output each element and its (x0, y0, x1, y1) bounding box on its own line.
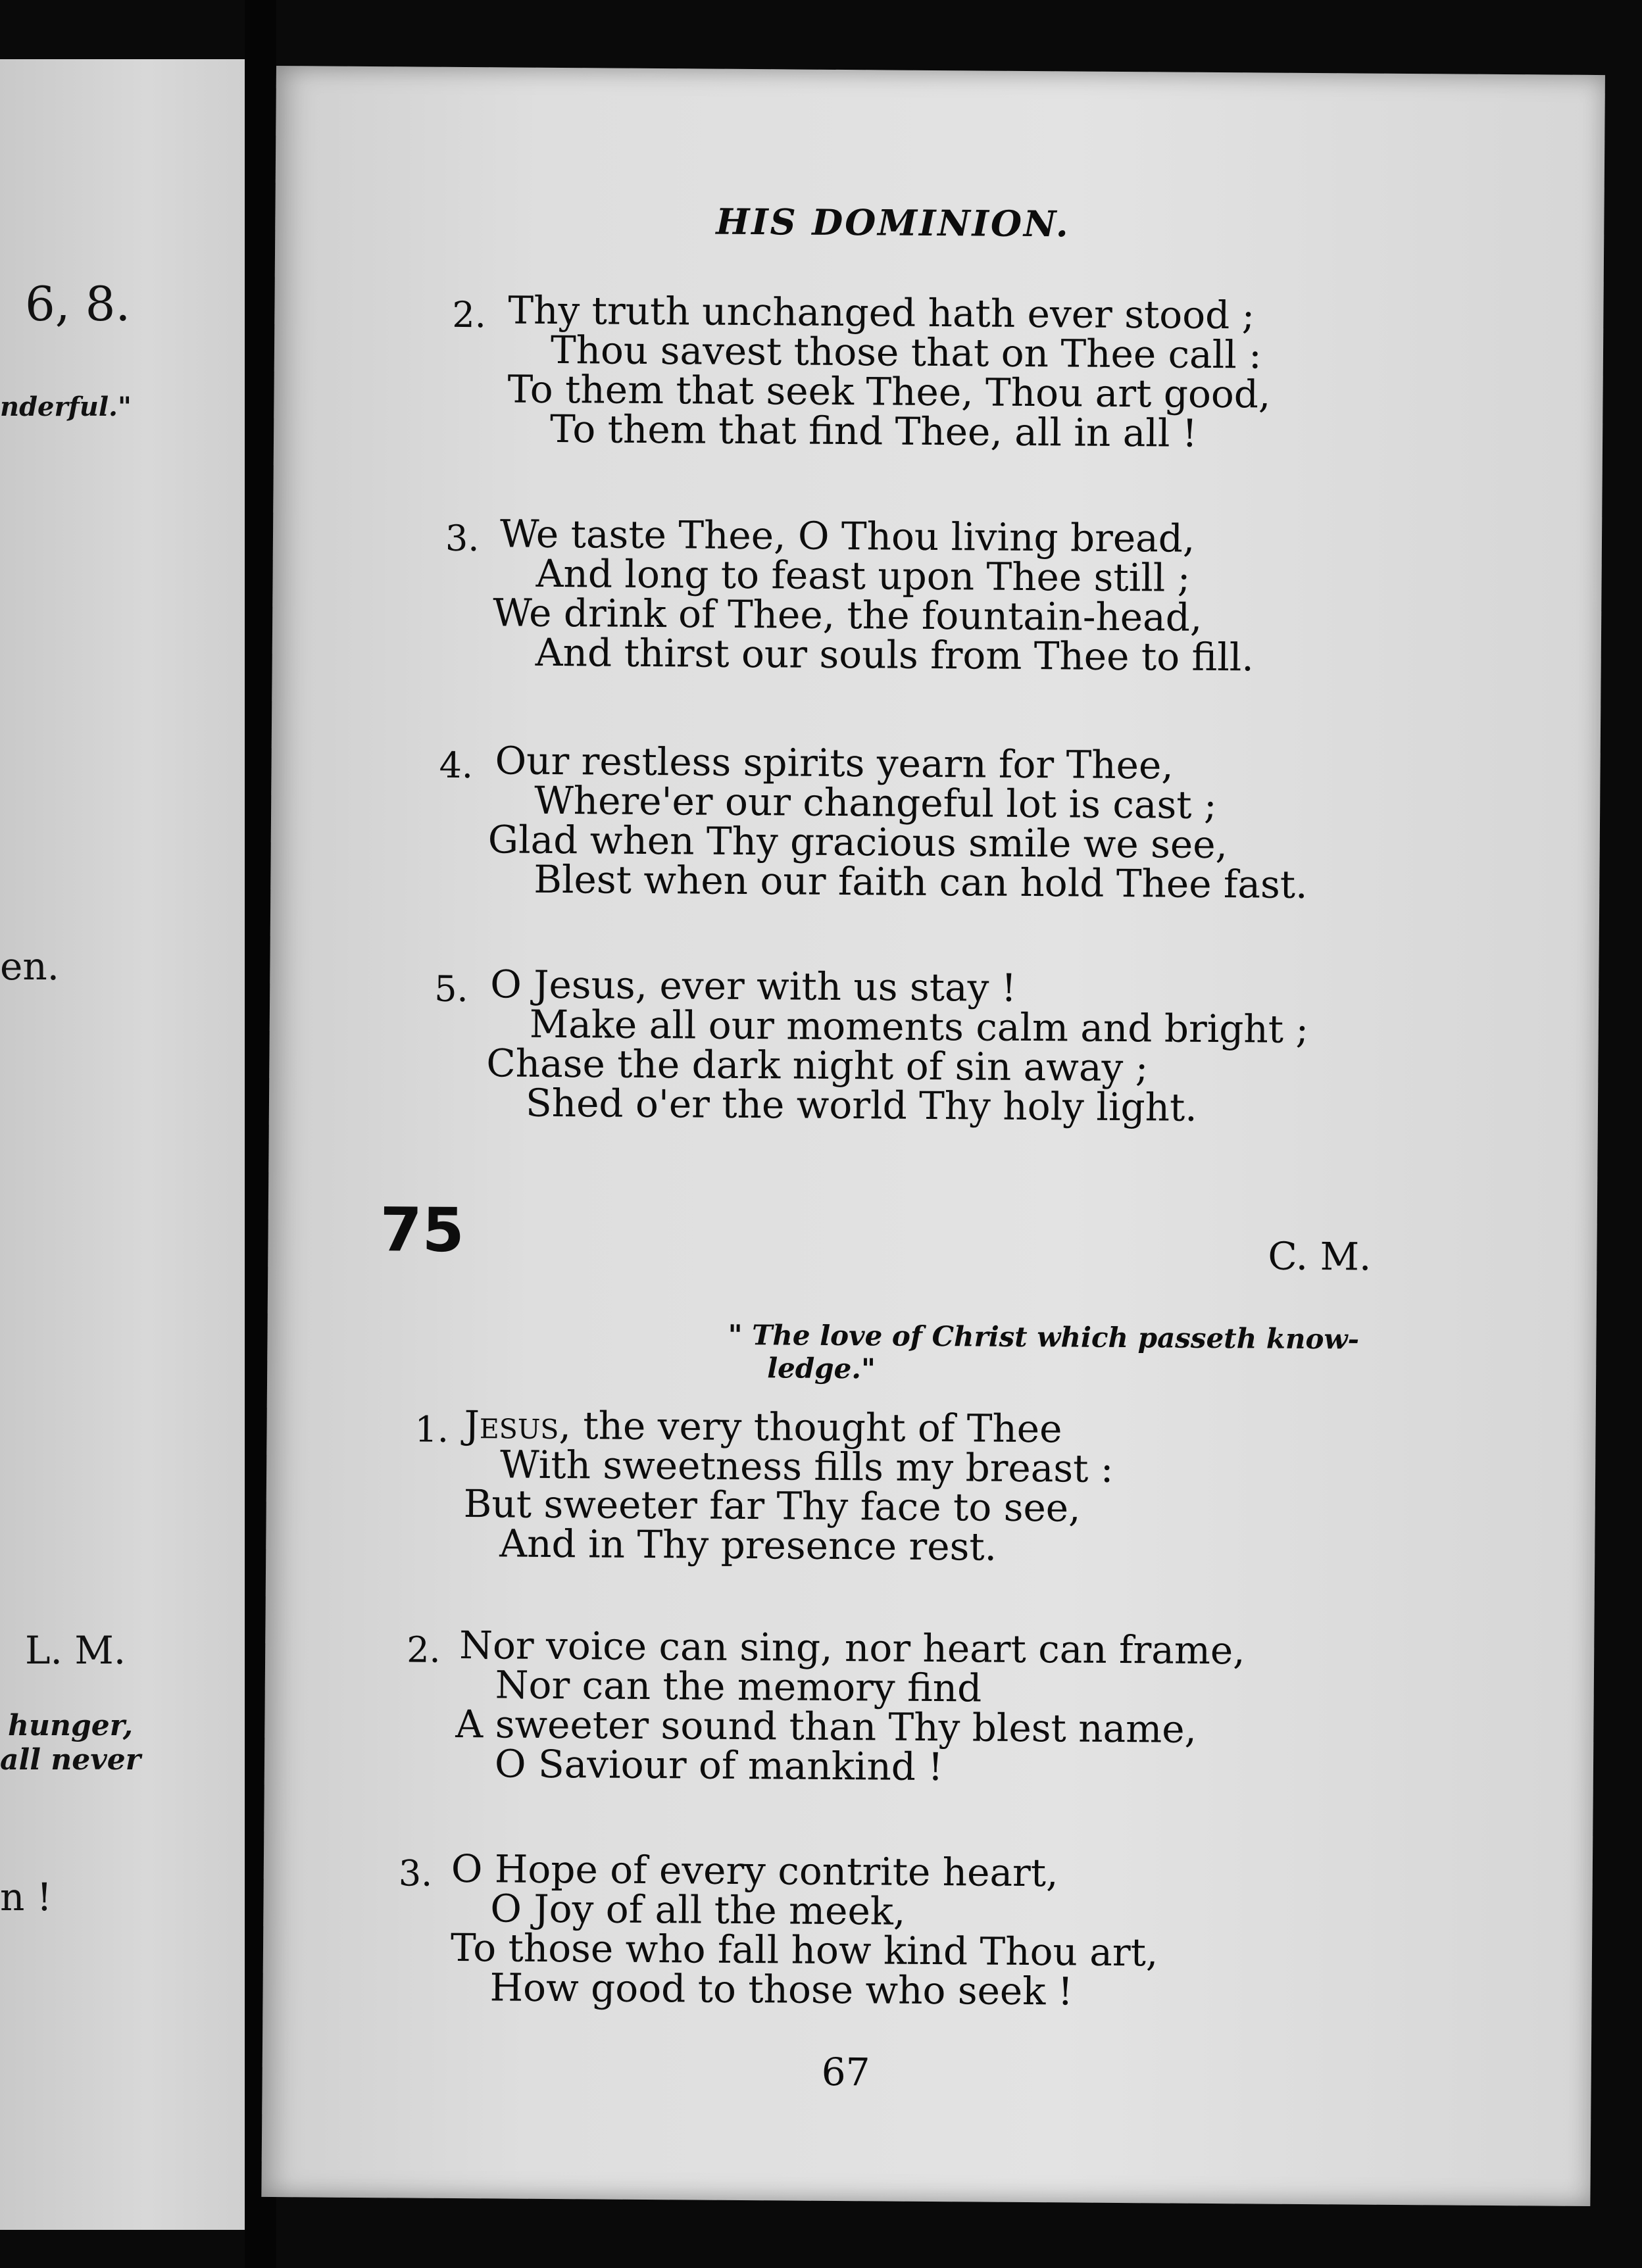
verse-line: To those who fall how kind Thou art, (450, 1925, 1158, 1975)
verse-line: With sweetness fills my breast : (499, 1442, 1114, 1491)
verse-line: O Jesus, ever with us stay ! (490, 962, 1017, 1010)
verse-line: Glad when Thy gracious smile we see, (487, 817, 1228, 868)
verse-line: Our restless spirits yearn for Thee, (495, 738, 1174, 788)
verse-line: Nor can the memory find (495, 1662, 982, 1711)
verse-line-rest: , the very thought of Thee (559, 1403, 1062, 1452)
verse-line: We drink of Thee, the fountain-head, (492, 590, 1203, 640)
left-facing-page (0, 59, 245, 2230)
left-line-fragment-en: en. (0, 944, 60, 989)
stanza-number: 2. (452, 293, 487, 336)
epigraph-line: " The love of Christ which passeth know- (728, 1318, 1360, 1356)
stanza-number: 3. (398, 1852, 433, 1894)
stanza-number: 3. (445, 517, 480, 560)
verse-line: To them that seek Thee, Thou art good, (507, 366, 1271, 417)
stanza-number: 4. (439, 744, 474, 787)
stanza-number: 2. (406, 1629, 441, 1671)
verse-line: We taste Thee, O Thou living bread, (499, 511, 1195, 561)
verse-line: O Hope of every contrite heart, (451, 1846, 1058, 1896)
verse-line: Chase the dark night of sin away ; (486, 1041, 1149, 1091)
verse-line: Make all our moments calm and bright ; (529, 1001, 1309, 1052)
running-head: HIS DOMINION. (716, 200, 1070, 245)
verse-line: O Joy of all the meek, (490, 1886, 906, 1934)
hymn-meter: C. M. (1268, 1233, 1372, 1279)
verse-line: To them that find Thee, all in all ! (549, 406, 1198, 456)
verse-line: A sweeter sound than Thy blest name, (455, 1701, 1197, 1752)
left-line-fragment-n: n ! (0, 1875, 53, 1919)
verse-line: How good to those who seek ! (489, 1965, 1074, 2014)
right-page (261, 66, 1605, 2206)
stanza-number: 5. (434, 968, 468, 1010)
verse-line: Thou savest those that on Thee call : (550, 327, 1262, 378)
verse-line: Shed o'er the world Thy holy light. (525, 1080, 1197, 1130)
page-number: 67 (821, 2049, 870, 2095)
verse-line: And thirst our souls from Thee to fill. (535, 629, 1255, 680)
verse-line: Where'er our changeful lot is cast ; (534, 777, 1217, 828)
verse-line: O Saviour of mankind ! (494, 1741, 943, 1790)
verse-line: Blest when our faith can hold Thee fast. (534, 856, 1308, 907)
verse-line: But sweeter far Thy face to see, (463, 1481, 1081, 1531)
verse-line: Thy truth unchanged hath ever stood ; (508, 287, 1255, 338)
left-meter-lm: L. M. (25, 1628, 126, 1673)
left-epigraph-fragment: nderful." (0, 391, 132, 422)
verse-line (464, 1402, 1062, 1452)
stanza-number: 1. (414, 1408, 449, 1450)
left-epigraph-hunger: hunger, (8, 1709, 134, 1742)
verse-line: And in Thy presence rest. (499, 1521, 997, 1569)
left-hymn-meter-numbers: 6, 8. (25, 276, 131, 332)
first-word: Jesus (464, 1402, 559, 1448)
left-epigraph-allnever: all never (0, 1743, 141, 1777)
verse-line: Nor voice can sing, nor heart can frame, (459, 1623, 1245, 1673)
hymn-number: 75 (380, 1195, 465, 1266)
epigraph-line: ledge." (767, 1352, 876, 1385)
verse-line: And long to feast upon Thee still ; (535, 551, 1191, 601)
